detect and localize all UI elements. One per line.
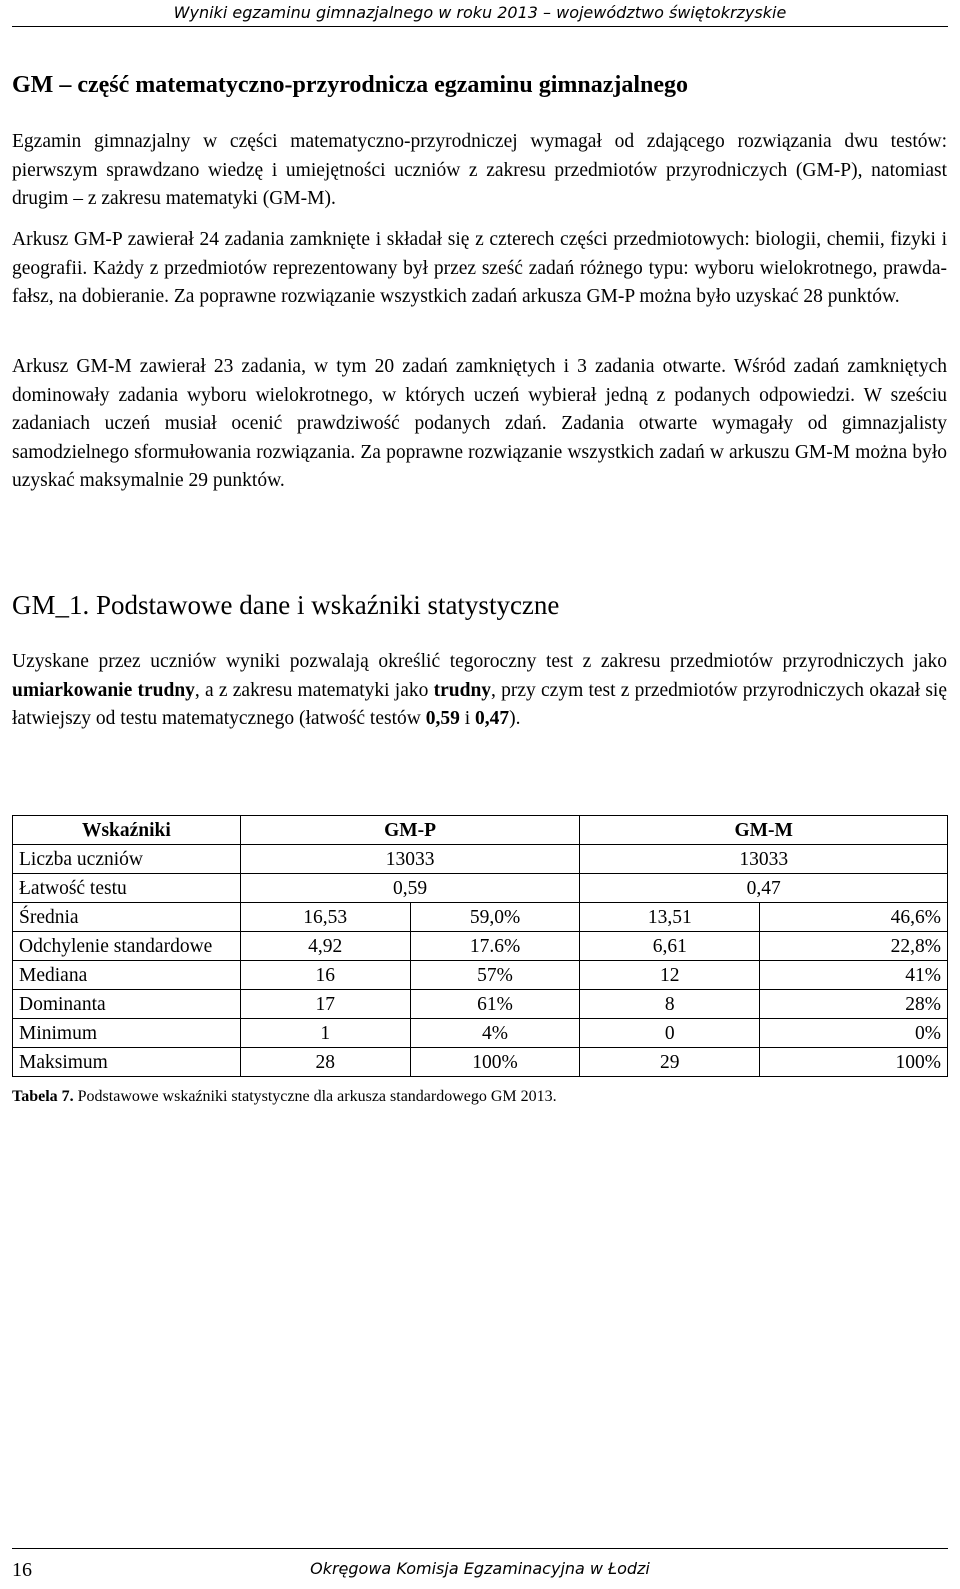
cell-gmm-percent: 41% [760, 961, 948, 990]
cell-gmp-points: 17 [240, 990, 410, 1019]
lead-bold-3: 0,59 [425, 708, 460, 730]
table-row [13, 1048, 948, 1077]
row-label: Średnia [13, 903, 241, 932]
table-row [13, 845, 948, 874]
cell-gmm-points: 8 [580, 990, 760, 1019]
cell-gmm-percent: 28% [760, 990, 948, 1019]
row-label: Maksimum [13, 1048, 241, 1077]
cell-gmp: 13033 [240, 845, 580, 874]
table-row [13, 874, 948, 903]
table-caption [12, 1088, 557, 1106]
cell-gmp-percent: 4% [410, 1019, 580, 1048]
page-number: 16 [12, 1559, 32, 1581]
row-label: Liczba uczniów [13, 845, 241, 874]
table-row [13, 990, 948, 1019]
paragraph-lead [12, 648, 947, 734]
section-title: GM – część matematyczno-przyrodnicza egzaminu gimnazjalnego [12, 72, 689, 98]
cell-gmm-percent: 100% [760, 1048, 948, 1077]
cell-gmm: 0,47 [580, 874, 948, 903]
lead-text-2: , a z zakresu matematyki jako [194, 679, 434, 701]
lead-bold-4: 0,47 [475, 708, 510, 730]
row-label: Mediana [13, 961, 241, 990]
cell-gmp-points: 4,92 [240, 932, 410, 961]
header-gmp: GM-P [240, 816, 580, 845]
cell-gmm-percent: 46,6% [760, 903, 948, 932]
table-header-row [13, 816, 948, 845]
table-row [13, 932, 948, 961]
table-row [13, 961, 948, 990]
row-label: Łatwość testu [13, 874, 241, 903]
header-gmm: GM-M [580, 816, 948, 845]
row-label: Dominanta [13, 990, 241, 1019]
cell-gmm-points: 0 [580, 1019, 760, 1048]
paragraph-intro: Egzamin gimnazjalny w części matematyczno-przyrodniczej wymagał od zdającego rozwiązania dwu testów: pierwszym sprawdzano wiedzę i umiejętności uczniów z zakresu przedmiotów przyrodniczych (GM-P), natomiast drugim – z zakresu matematyki (GM-M). [12, 131, 947, 210]
footer-organization: Okręgowa Komisja Egzaminacyjna w Łodzi [310, 1559, 650, 1578]
lead-text-3: , przy czym test z przedmiotów przyrodniczych okazał się łatwiejszy od testu matematycznego (łatwość testów [12, 679, 947, 730]
caption-text: Podstawowe wskaźniki statystyczne dla arkusza standardowego GM 2013. [73, 1088, 557, 1105]
table-row [13, 1019, 948, 1048]
cell-gmp-percent: 100% [410, 1048, 580, 1077]
cell-gmp: 0,59 [240, 874, 580, 903]
running-header: Wyniki egzaminu gimnazjalnego w roku 2013 – województwo świętokrzyskie [12, 0, 948, 27]
cell-gmm-points: 6,61 [580, 932, 760, 961]
lead-bold-1: umiarkowanie trudny [12, 679, 195, 701]
cell-gmp-points: 16,53 [240, 903, 410, 932]
row-label: Minimum [13, 1019, 241, 1048]
cell-gmm-points: 29 [580, 1048, 760, 1077]
cell-gmm-percent: 22,8% [760, 932, 948, 961]
cell-gmm-percent: 0% [760, 1019, 948, 1048]
cell-gmm: 13033 [580, 845, 948, 874]
cell-gmp-points: 28 [240, 1048, 410, 1077]
lead-text-5: ). [509, 708, 521, 730]
cell-gmp-points: 16 [240, 961, 410, 990]
row-label: Odchylenie standardowe [13, 932, 241, 961]
caption-label: Tabela 7. [12, 1088, 74, 1105]
cell-gmp-points: 1 [240, 1019, 410, 1048]
table-row [13, 903, 948, 932]
statistics-table [12, 815, 948, 1077]
cell-gmp-percent: 61% [410, 990, 580, 1019]
lead-text-4: i [459, 708, 476, 730]
cell-gmp-percent: 57% [410, 961, 580, 990]
lead-bold-2: trudny [433, 679, 492, 701]
header-indicators: Wskaźniki [13, 816, 241, 845]
cell-gmp-percent: 17.6% [410, 932, 580, 961]
lead-text-1: Uzyskane przez uczniów wyniki pozwalają określić tegoroczny test z zakresu przedmiotów przyrodniczych jako [12, 651, 947, 672]
cell-gmm-points: 13,51 [580, 903, 760, 932]
page-footer [12, 1548, 948, 1589]
subsection-title: GM_1. Podstawowe dane i wskaźniki statystyczne [12, 590, 560, 620]
paragraph-gmm: Arkusz GM-M zawierał 23 zadania, w tym 20 zadań zamkniętych i 3 zadania otwarte. Wśród zadań zamkniętych dominowały zadania wyboru wielokrotnego, w których uczeń wybierał jedną z podanych odpowiedzi. W sześciu zadaniach uczeń musiał ocenić prawdziwość podanych zdań. Zadania otwarte wymagały od gimnazjalisty samodzielnego sformułowania rozwiązania. Za poprawne rozwiązanie wszystkich zadań w arkuszu GM-M można było uzyskać maksymalnie 29 punktów. [12, 356, 947, 492]
cell-gmm-points: 12 [580, 961, 760, 990]
cell-gmp-percent: 59,0% [410, 903, 580, 932]
paragraph-gmp: Arkusz GM-P zawierał 24 zadania zamknięte i składał się z czterech części przedmiotowych: biologii, chemii, fizyki i geografii. Każdy z przedmiotów reprezentowany był przez sześć zadań różnego typu: wyboru wielokrotnego, prawda-fałsz, na dobieranie. Za poprawne rozwiązanie wszystkich zadań arkusza GM-P można było uzyskać 28 punktów. [12, 229, 947, 308]
